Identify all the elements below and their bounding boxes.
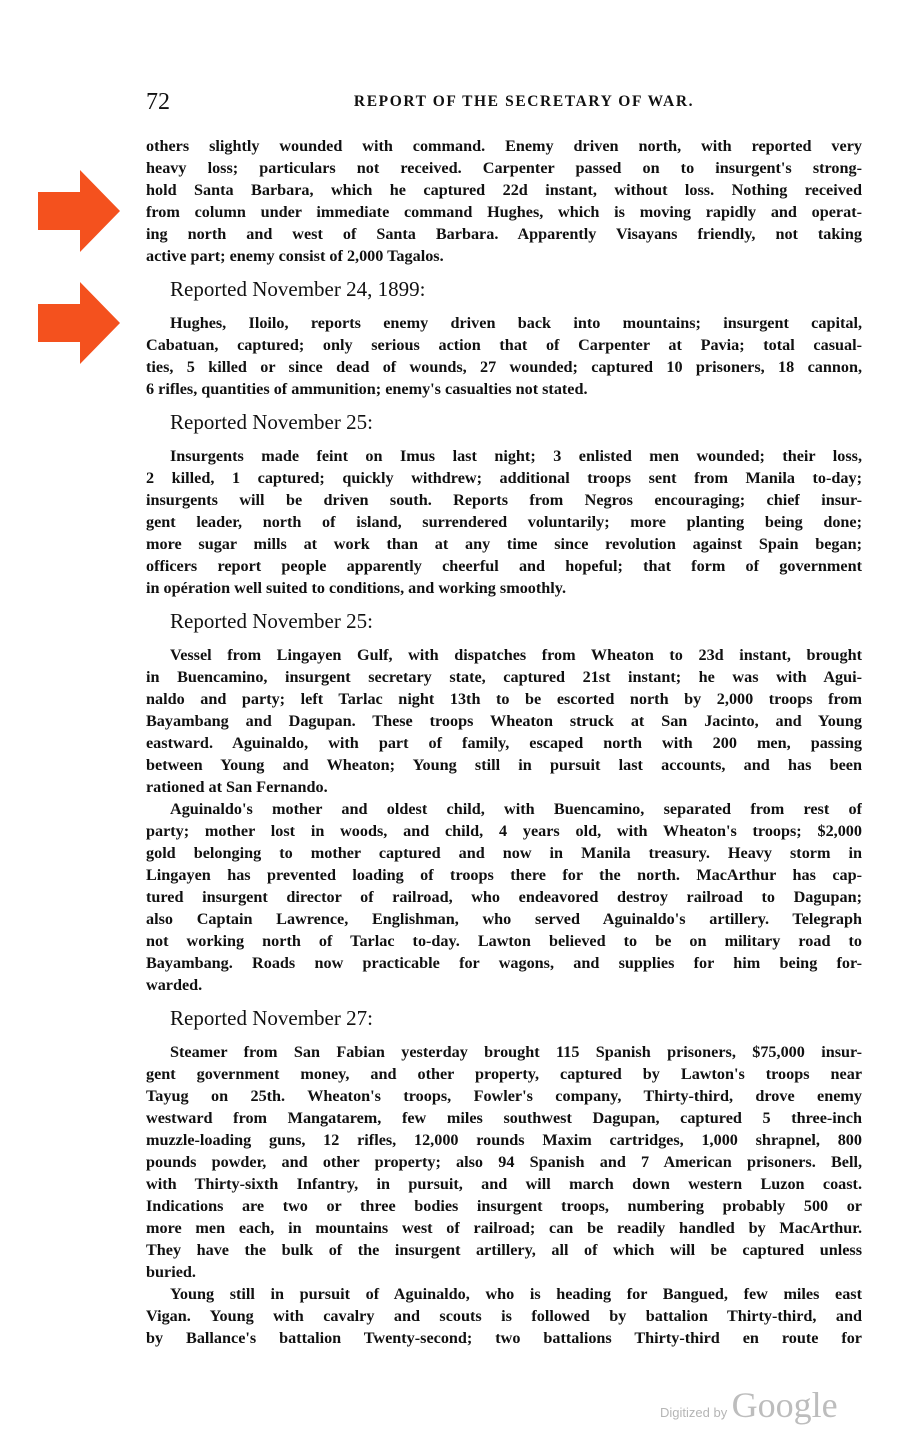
text-line: Bayambang. Roads now practicable for wagons, and supplies for him being for- xyxy=(146,954,862,972)
text-line: Vigan. Young with cavalry and scouts is followed by battalion Thirty-third, and xyxy=(146,1307,862,1325)
paragraph xyxy=(146,135,862,267)
text-line: ties, 5 killed or since dead of wounds, 27 wounded; captured 10 prisoners, 18 cannon, xyxy=(146,358,862,376)
text-line: muzzle-loading guns, 12 rifles, 12,000 rounds Maxim cartridges, 1,000 shrapnel, 800 xyxy=(146,1131,862,1149)
text-line: gent leader, north of island, surrendered voluntarily; more planting being done; xyxy=(146,513,862,531)
text-line: by Ballance's battalion Twenty-second; two battalions Thirty-third en route for xyxy=(146,1329,862,1347)
paragraph xyxy=(146,445,862,599)
text-line: Vessel from Lingayen Gulf, with dispatches from Wheaton to 23d instant, brought xyxy=(170,646,862,664)
text-line: officers report people apparently cheerful and hopeful; that form of government xyxy=(146,557,862,575)
paragraph xyxy=(146,1283,862,1349)
report-section xyxy=(146,599,862,996)
text-line: gent government money, and other property, captured by Lawton's troops near xyxy=(146,1065,862,1083)
report-section xyxy=(146,135,862,267)
text-line: tured insurgent director of railroad, who endeavored destroy railroad to Dagupan; xyxy=(146,888,862,906)
page-number: 72 xyxy=(146,89,170,115)
text-line: heavy loss; particulars not received. Carpenter passed on to insurgent's strong- xyxy=(146,159,862,177)
paragraph xyxy=(146,798,862,996)
paragraph xyxy=(146,644,862,798)
text-line: Aguinaldo's mother and oldest child, with Buencamino, separated from rest of xyxy=(170,800,862,818)
google-logo: Google xyxy=(731,1385,838,1425)
document-body xyxy=(146,135,862,1349)
watermark-prefix: Digitized by xyxy=(660,1405,728,1420)
text-line: between Young and Wheaton; Young still in pursuit last accounts, and has been xyxy=(146,756,862,774)
report-section xyxy=(146,267,862,400)
section-heading: Reported November 25: xyxy=(170,410,373,434)
paragraph xyxy=(146,1041,862,1283)
text-line: Indications are two or three bodies insurgent troops, numbering probably 500 or xyxy=(146,1197,862,1215)
text-line: more men each, in mountains west of railroad; can be readily handled by MacArthur. xyxy=(146,1219,862,1237)
text-line: Hughes, Iloilo, reports enemy driven back into mountains; insurgent capital, xyxy=(170,314,862,332)
text-line: active part; enemy consist of 2,000 Tagalos. xyxy=(146,247,444,265)
page-header xyxy=(146,88,862,116)
text-line: warded. xyxy=(146,976,203,994)
text-line: pounds powder, and other property; also 94 Spanish and 7 American prisoners. Bell, xyxy=(146,1153,862,1171)
running-head: REPORT OF THE SECRETARY OF WAR. xyxy=(353,93,695,110)
section-heading: Reported November 27: xyxy=(170,1006,373,1030)
text-line: hold Santa Barbara, which he captured 22d instant, without loss. Nothing received xyxy=(146,181,862,199)
text-line: Tayug on 25th. Wheaton's troops, Fowler's company, Thirty-third, drove enemy xyxy=(146,1087,862,1105)
text-line: Insurgents made feint on Imus last night; 3 enlisted men wounded; their loss, xyxy=(170,447,862,465)
text-line: Young still in pursuit of Aguinaldo, who is heading for Bangued, few miles east xyxy=(170,1285,862,1303)
text-line: buried. xyxy=(146,1263,196,1281)
text-line: Bayambang and Dagupan. These troops Wheaton struck at San Jacinto, and Young xyxy=(146,712,862,730)
text-line: not working north of Tarlac to-day. Lawton believed to be on military road to xyxy=(146,932,862,950)
text-line: with Thirty-sixth Infantry, in pursuit, and will march down western Luzon coast. xyxy=(146,1175,862,1193)
text-line: rationed at San Fernando. xyxy=(146,778,328,796)
text-line: in Buencamino, insurgent secretary state, captured 21st instant; he was with Agui- xyxy=(146,668,862,686)
arrow-right-icon xyxy=(38,170,120,252)
text-line: eastward. Aguinaldo, with part of family, escaped north with 200 men, passing xyxy=(146,734,862,752)
section-heading: Reported November 25: xyxy=(170,609,373,633)
arrow-right-icon xyxy=(38,282,120,364)
text-line: in opération well suited to conditions, and working smoothly. xyxy=(146,579,567,597)
text-line: gold belonging to mother captured and now in Manila treasury. Heavy storm in xyxy=(146,844,862,862)
text-line: ing north and west of Santa Barbara. Apparently Visayans friendly, not taking xyxy=(146,225,862,243)
text-line: Steamer from San Fabian yesterday brought 115 Spanish prisoners, $75,000 insur- xyxy=(170,1043,862,1061)
section-heading: Reported November 24, 1899: xyxy=(170,277,426,301)
text-line: others slightly wounded with command. Enemy driven north, with reported very xyxy=(146,137,862,155)
text-line: westward from Mangatarem, few miles southwest Dagupan, captured 5 three-inch xyxy=(146,1109,862,1127)
text-line: insurgents will be driven south. Reports from Negros encouraging; chief insur- xyxy=(146,491,862,509)
text-line: Cabatuan, captured; only serious action that of Carpenter at Pavia; total casual- xyxy=(146,336,862,354)
report-section xyxy=(146,400,862,599)
text-line: They have the bulk of the insurgent artillery, all of which will be captured unless xyxy=(146,1241,862,1259)
text-line: naldo and party; left Tarlac night 13th to be escorted north by 2,000 troops from xyxy=(146,690,862,708)
digitized-by-google-watermark xyxy=(660,1384,838,1426)
text-line: also Captain Lawrence, Englishman, who served Aguinaldo's artillery. Telegraph xyxy=(146,910,862,928)
text-line: 2 killed, 1 captured; quickly withdrew; additional troops sent from Manila to-day; xyxy=(146,469,862,487)
text-line: 6 rifles, quantities of ammunition; enemy's casualties not stated. xyxy=(146,380,588,398)
text-line: from column under immediate command Hughes, which is moving rapidly and operat- xyxy=(146,203,862,221)
report-section xyxy=(146,996,862,1349)
text-line: Lingayen has prevented loading of troops there for the north. MacArthur has cap- xyxy=(146,866,862,884)
text-line: party; mother lost in woods, and child, 4 years old, with Wheaton's troops; $2,000 xyxy=(146,822,862,840)
text-line: more sugar mills at work than at any time since revolution against Spain began; xyxy=(146,535,862,553)
paragraph xyxy=(146,312,862,400)
